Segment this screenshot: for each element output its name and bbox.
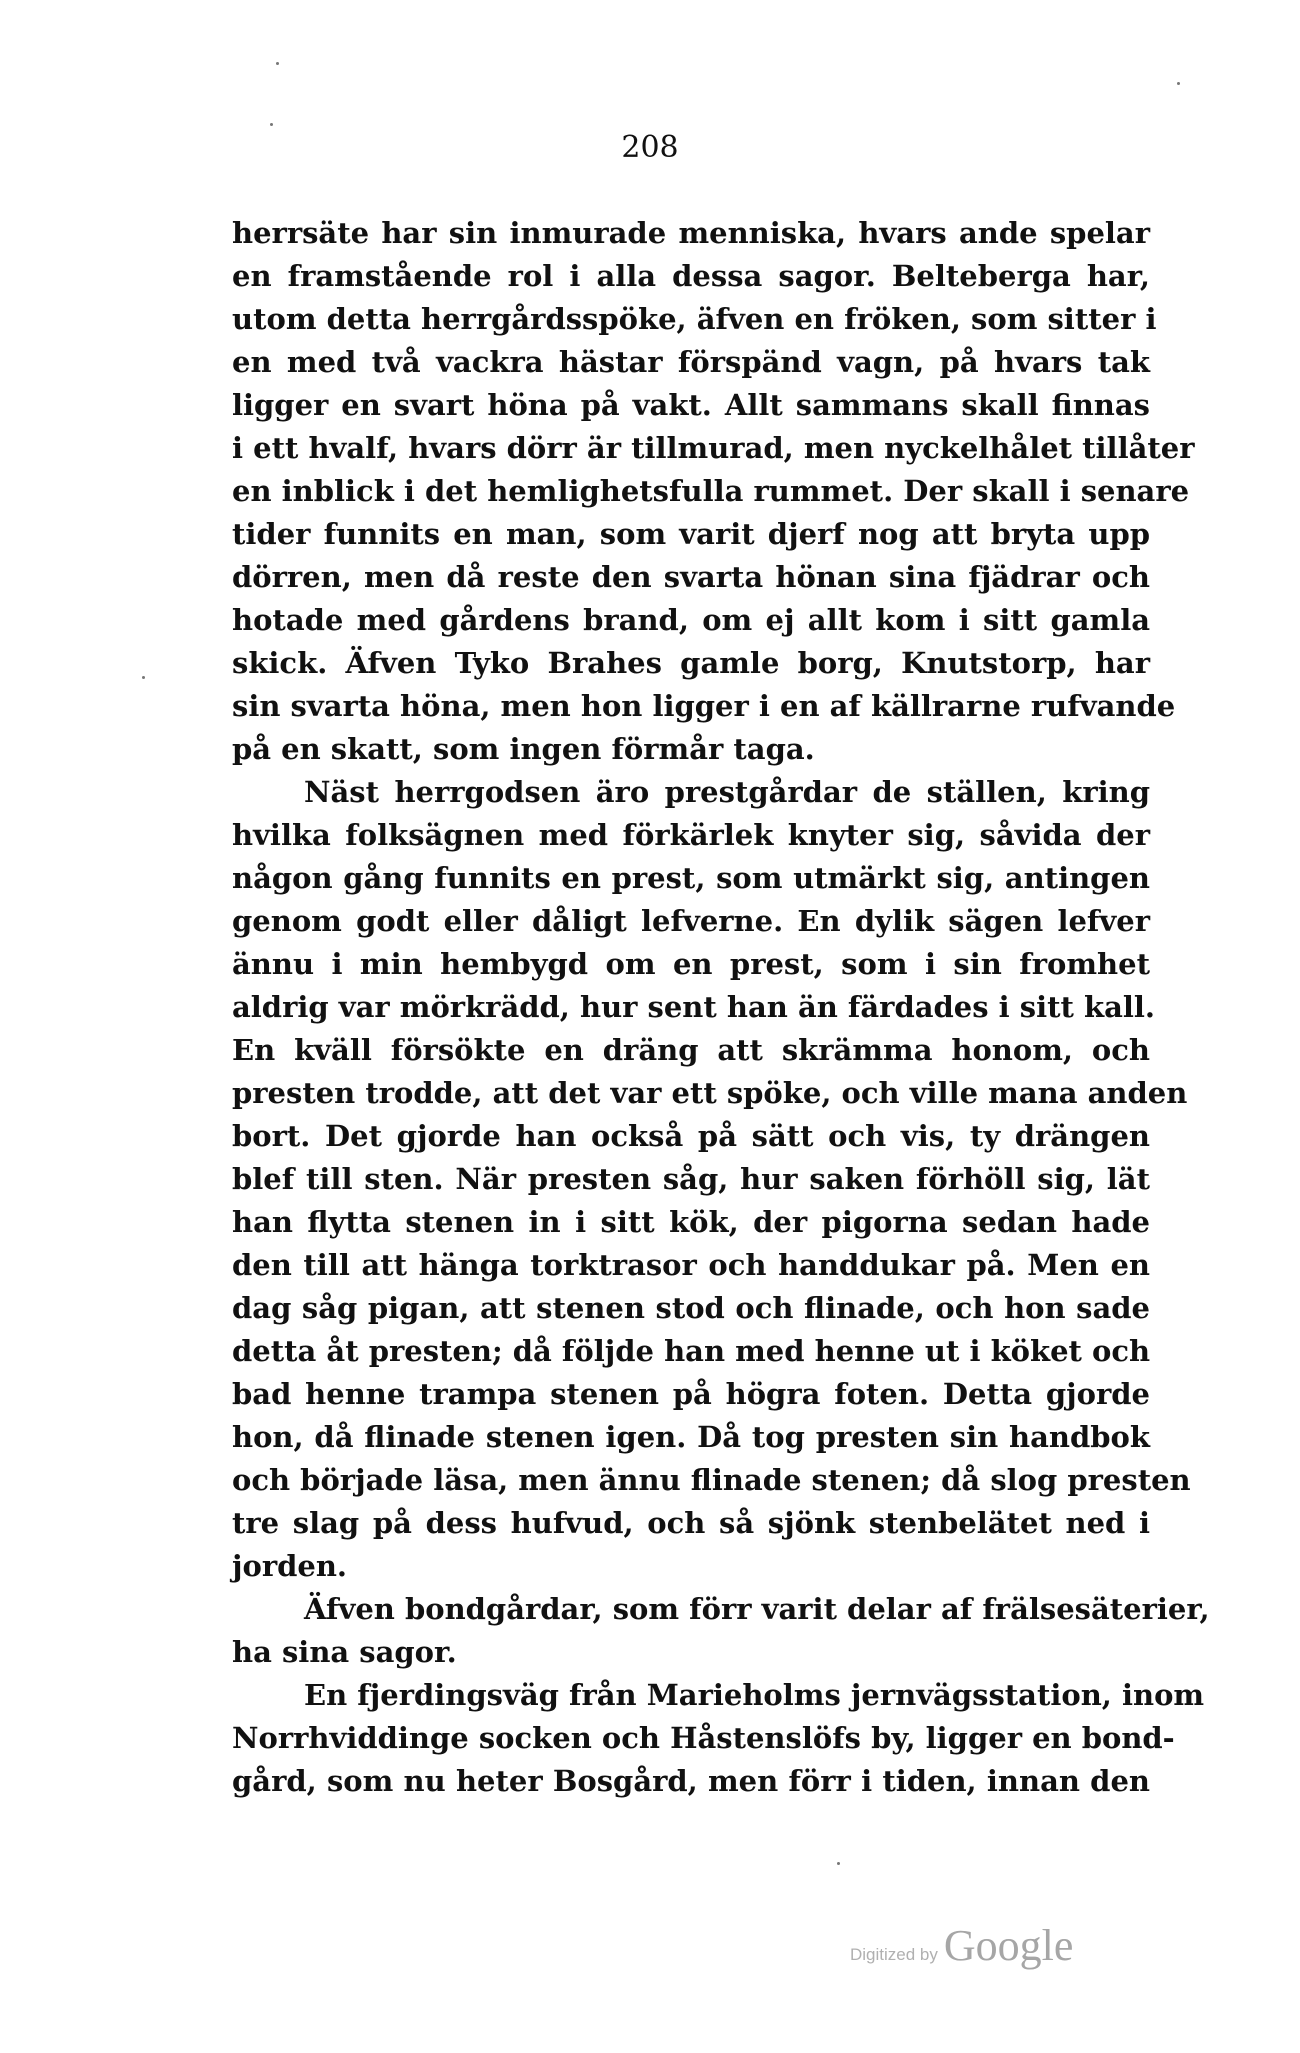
body-text	[232, 212, 1210, 1803]
text-line: blef till sten. När presten såg, hur saken förhöll sig, lät	[232, 1162, 1150, 1196]
text-line: herrsäte har sin inmurade menniska, hvars ande spelar	[232, 216, 1150, 250]
text-line: dörren, men då reste den svarta hönan sina fjädrar och	[232, 560, 1150, 594]
scan-speck	[270, 123, 273, 126]
watermark-prefix: Digitized by	[850, 1945, 938, 1964]
text-line: på en skatt, som ingen förmår taga.	[232, 732, 815, 766]
text-line: hotade med gårdens brand, om ej allt kom i sitt gamla	[232, 603, 1150, 637]
text-line: En kväll försökte en dräng att skrämma honom, och	[232, 1033, 1150, 1067]
text-line: jorden.	[232, 1549, 348, 1583]
text-line: Äfven bondgårdar, som förr varit delar af frälsesäterier,	[304, 1592, 1210, 1626]
text-line: en framstående rol i alla dessa sagor. Belteberga har,	[232, 259, 1150, 293]
text-line: tre slag på dess hufvud, och så sjönk stenbelätet ned i	[232, 1506, 1150, 1540]
scan-speck	[1177, 82, 1180, 85]
scan-speck	[276, 62, 279, 65]
scan-speck	[837, 1862, 840, 1865]
text-line: skick. Äfven Tyko Brahes gamle borg, Knutstorp, har	[232, 646, 1150, 680]
text-line: dag såg pigan, att stenen stod och flinade, och hon sade	[232, 1291, 1150, 1325]
text-line: hon, då flinade stenen igen. Då tog presten sin handbok	[232, 1420, 1150, 1454]
text-line: bort. Det gjorde han också på sätt och vis, ty drängen	[232, 1119, 1150, 1153]
text-line: tider funnits en man, som varit djerf nog att bryta upp	[232, 517, 1150, 551]
text-line: ännu i min hembygd om en prest, som i sin fromhet	[232, 947, 1150, 981]
text-line: den till att hänga torktrasor och handdukar på. Men en	[232, 1248, 1150, 1282]
google-logo: Google	[943, 1921, 1074, 1970]
text-line: ha sina sagor.	[232, 1635, 457, 1669]
text-line: genom godt eller dåligt lefverne. En dylik sägen lefver	[232, 904, 1150, 938]
text-line: en inblick i det hemlighetsfulla rummet. Der skall i senare	[232, 474, 1190, 508]
text-line: han flytta stenen in i sitt kök, der pigorna sedan hade	[232, 1205, 1150, 1239]
text-line: någon gång funnits en prest, som utmärkt sig, antingen	[232, 861, 1150, 895]
digitization-watermark	[850, 1920, 1073, 1971]
text-line: och började läsa, men ännu flinade stenen; då slog presten	[232, 1463, 1191, 1497]
text-line: hvilka folksägnen med förkärlek knyter sig, såvida der	[232, 818, 1150, 852]
text-line: gård, som nu heter Bosgård, men förr i tiden, innan den	[232, 1764, 1150, 1798]
text-line: Näst herrgodsen äro prestgårdar de ställen, kring	[304, 775, 1150, 809]
page-number: 208	[621, 130, 679, 165]
text-line: i ett hvalf, hvars dörr är tillmurad, men nyckelhålet tillåter	[232, 431, 1195, 465]
text-line: bad henne trampa stenen på högra foten. Detta gjorde	[232, 1377, 1150, 1411]
text-line: ligger en svart höna på vakt. Allt sammans skall finnas	[232, 388, 1150, 422]
scan-speck	[142, 676, 145, 679]
text-line: En fjerdingsväg från Marieholms jernvägsstation, inom	[304, 1678, 1205, 1712]
text-line: en med två vackra hästar förspänd vagn, på hvars tak	[232, 345, 1150, 379]
text-line: sin svarta höna, men hon ligger i en af källrarne rufvande	[232, 689, 1176, 723]
text-line: presten trodde, att det var ett spöke, och ville mana anden	[232, 1076, 1188, 1110]
text-line: aldrig var mörkrädd, hur sent han än färdades i sitt kall.	[232, 990, 1156, 1024]
text-line: utom detta herrgårdsspöke, äfven en fröken, som sitter i	[232, 302, 1157, 336]
text-line: detta åt presten; då följde han med henne ut i köket och	[232, 1334, 1151, 1368]
text-line: Norrhviddinge socken och Håstenslöfs by, ligger en bond-	[232, 1721, 1175, 1755]
